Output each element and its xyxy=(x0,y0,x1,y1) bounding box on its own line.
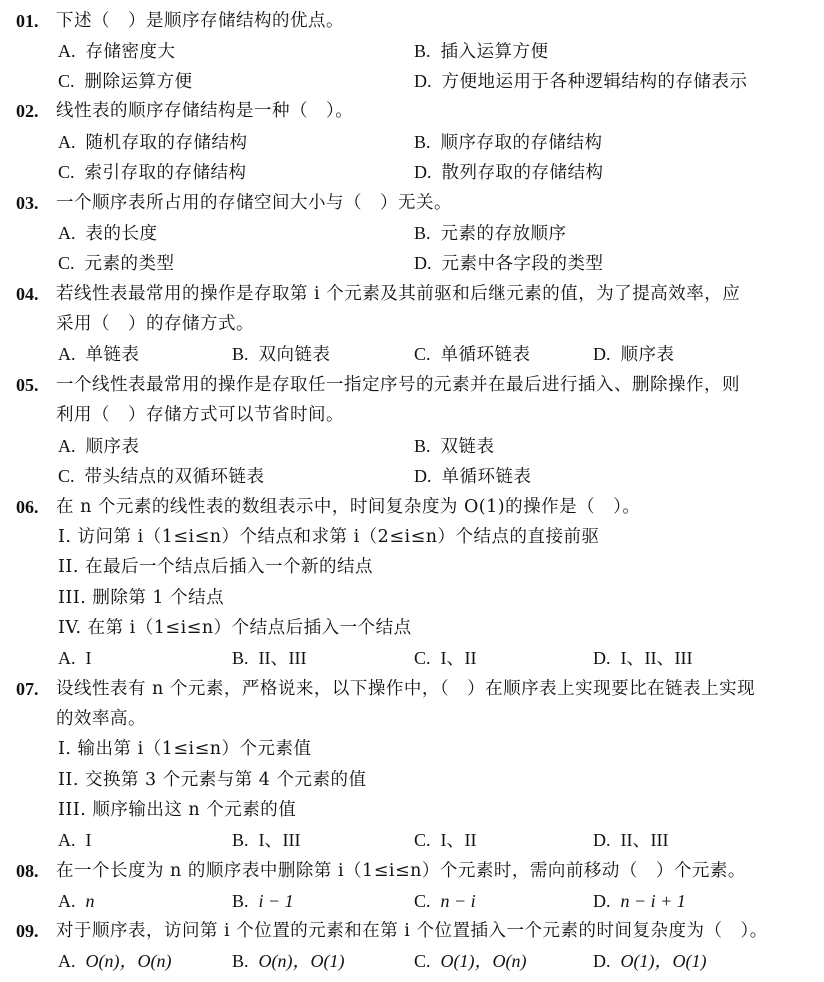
question-stem: 对于顺序表，访问第 i 个位置的元素和在第 i 个位置插入一个元素的时间复杂度为（ ）。 xyxy=(56,921,768,941)
option-a: A. 存储密度大 xyxy=(58,41,176,62)
option-d: D. 顺序表 xyxy=(593,344,675,365)
option-b: B. 双链表 xyxy=(414,436,495,457)
question-number: 05. xyxy=(16,375,39,395)
option-a: A. 顺序表 xyxy=(58,436,140,457)
option-b: B. O(n)，O(1) xyxy=(232,951,345,971)
statement-iv: IV. 在第 i（1≤i≤n）个结点后插入一个结点 xyxy=(58,618,412,638)
question-stem-continued: 采用（ ）的存储方式。 xyxy=(56,314,254,334)
option-b: B. 插入运算方便 xyxy=(414,41,549,62)
option-b: B. i − 1 xyxy=(232,891,294,911)
option-b: B. II、III xyxy=(232,648,307,668)
statement-i: I. 输出第 i（1≤i≤n）个元素值 xyxy=(58,739,312,759)
statement-iii: III. 删除第 1 个结点 xyxy=(58,588,225,608)
option-c: C. 带头结点的双循环链表 xyxy=(58,466,265,487)
question-stem: 设线性表有 n 个元素，严格说来，以下操作中，（ ）在顺序表上实现要比在链表上实现 xyxy=(56,679,756,699)
question-number: 04. xyxy=(16,284,39,304)
question-number: 06. xyxy=(16,497,39,517)
option-c: C. I、II xyxy=(414,830,477,850)
option-c: C. I、II xyxy=(414,648,477,668)
option-c: C. n − i xyxy=(414,891,476,911)
option-d: D. 方便地运用于各种逻辑结构的存储表示 xyxy=(414,71,748,92)
question-number: 08. xyxy=(16,861,39,881)
question-number: 09. xyxy=(16,921,39,941)
statement-iii: III. 顺序输出这 n 个元素的值 xyxy=(58,800,297,820)
option-c: C. 删除运算方便 xyxy=(58,71,193,92)
question-number: 02. xyxy=(16,101,39,121)
option-d: D. I、II、III xyxy=(593,648,693,668)
statement-ii: II. 交换第 3 个元素与第 4 个元素的值 xyxy=(58,770,367,790)
statement-i: I. 访问第 i（1≤i≤n）个结点和求第 i（2≤i≤n）个结点的直接前驱 xyxy=(58,527,600,547)
question-stem: 一个线性表最常用的操作是存取任一指定序号的元素并在最后进行插入、删除操作，则 xyxy=(56,375,740,395)
option-a: A. O(n)，O(n) xyxy=(58,951,172,971)
option-c: C. 元素的类型 xyxy=(58,253,175,274)
option-a: A. 单链表 xyxy=(58,344,140,365)
option-a: A. I xyxy=(58,648,92,668)
option-c: C. O(1)，O(n) xyxy=(414,951,527,971)
question-number: 03. xyxy=(16,193,39,213)
option-b: B. 顺序存取的存储结构 xyxy=(414,132,603,153)
question-stem: 在一个长度为 n 的顺序表中删除第 i（1≤i≤n）个元素时，需向前移动（ ）个元素。 xyxy=(56,861,746,881)
option-b: B. 双向链表 xyxy=(232,344,331,365)
option-d: D. II、III xyxy=(593,830,669,850)
question-stem: 在 n 个元素的线性表的数组表示中，时间复杂度为 O(1)的操作是（ ）。 xyxy=(56,497,641,517)
option-a: A. I xyxy=(58,830,92,850)
option-a: A. 表的长度 xyxy=(58,223,158,244)
option-a: A. 随机存取的存储结构 xyxy=(58,132,248,153)
option-b: B. I、III xyxy=(232,830,301,850)
statement-ii: II. 在最后一个结点后插入一个新的结点 xyxy=(58,557,373,577)
option-d: D. O(1)，O(1) xyxy=(593,951,707,971)
option-c: C. 索引存取的存储结构 xyxy=(58,162,247,183)
option-b: B. 元素的存放顺序 xyxy=(414,223,567,244)
question-stem-continued: 利用（ ）存储方式可以节省时间。 xyxy=(56,405,344,425)
question-number: 01. xyxy=(16,11,39,31)
question-stem: 若线性表最常用的操作是存取第 i 个元素及其前驱和后继元素的值，为了提高效率，应 xyxy=(56,284,741,304)
option-d: D. 散列存取的存储结构 xyxy=(414,162,604,183)
question-number: 07. xyxy=(16,679,39,699)
option-c: C. 单循环链表 xyxy=(414,344,531,365)
question-stem: 线性表的顺序存储结构是一种（ ）。 xyxy=(56,101,354,121)
option-a: A. n xyxy=(58,891,95,911)
question-stem: 一个顺序表所占用的存储空间大小与（ ）无关。 xyxy=(56,193,452,213)
option-d: D. 元素中各字段的类型 xyxy=(414,253,604,274)
option-d: D. 单循环链表 xyxy=(414,466,532,487)
question-stem-continued: 的效率高。 xyxy=(56,709,146,729)
option-d: D. n − i + 1 xyxy=(593,891,686,911)
question-stem: 下述（ ）是顺序存储结构的优点。 xyxy=(56,11,344,31)
